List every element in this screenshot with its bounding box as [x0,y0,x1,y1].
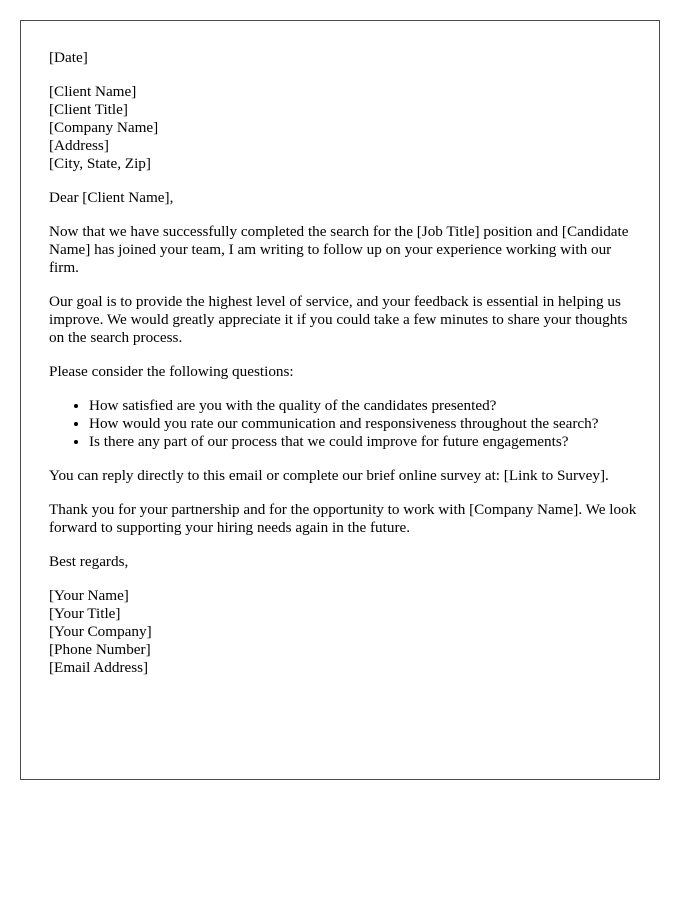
signoff: Best regards, [49,553,129,570]
date-block [49,49,639,67]
signature-company: [Your Company] [49,623,152,640]
signature-title: [Your Title] [49,605,121,622]
questions-intro: Please consider the following questions: [49,363,294,380]
thank-you-paragraph: Thank you for your partnership and for the opportunity to work with [Company Name]. We look forward to supporting your hiring needs again in the future. [49,501,637,536]
signature-phone: [Phone Number] [49,641,151,658]
letter-page [20,20,660,780]
recipient-address: [Address] [49,137,109,154]
feedback-request-paragraph: Our goal is to provide the highest level of service, and your feedback is essential in helping us improve. We would greatly appreciate it if you could take a few minutes to share your thoughts on the search process. [49,293,628,346]
letter-body [49,49,639,693]
salutation: Dear [Client Name], [49,189,174,206]
question-item: • Is there any part of our process that we could improve for future engagements? [89,433,639,451]
recipient-name: [Client Name] [49,83,137,100]
letter-date: [Date] [49,49,88,66]
intro-paragraph: Now that we have successfully completed the search for the [Job Title] position and [Candidate Name] has joined your team, I am writing to follow up on your experience working with our firm. [49,223,629,276]
question-item: • How satisfied are you with the quality of the candidates presented? [89,397,639,415]
recipient-city-state-zip: [City, State, Zip] [49,155,151,172]
question-list [49,397,639,451]
signature-email: [Email Address] [49,659,149,676]
signature-name: [Your Name] [49,587,129,604]
question-item: • How would you rate our communication and responsiveness throughout the search? [89,415,639,433]
recipient-address-block [49,83,639,173]
recipient-title: [Client Title] [49,101,128,118]
survey-paragraph: You can reply directly to this email or complete our brief online survey at: [Link to Survey]. [49,467,609,484]
signature-block [49,587,639,677]
recipient-company: [Company Name] [49,119,159,136]
